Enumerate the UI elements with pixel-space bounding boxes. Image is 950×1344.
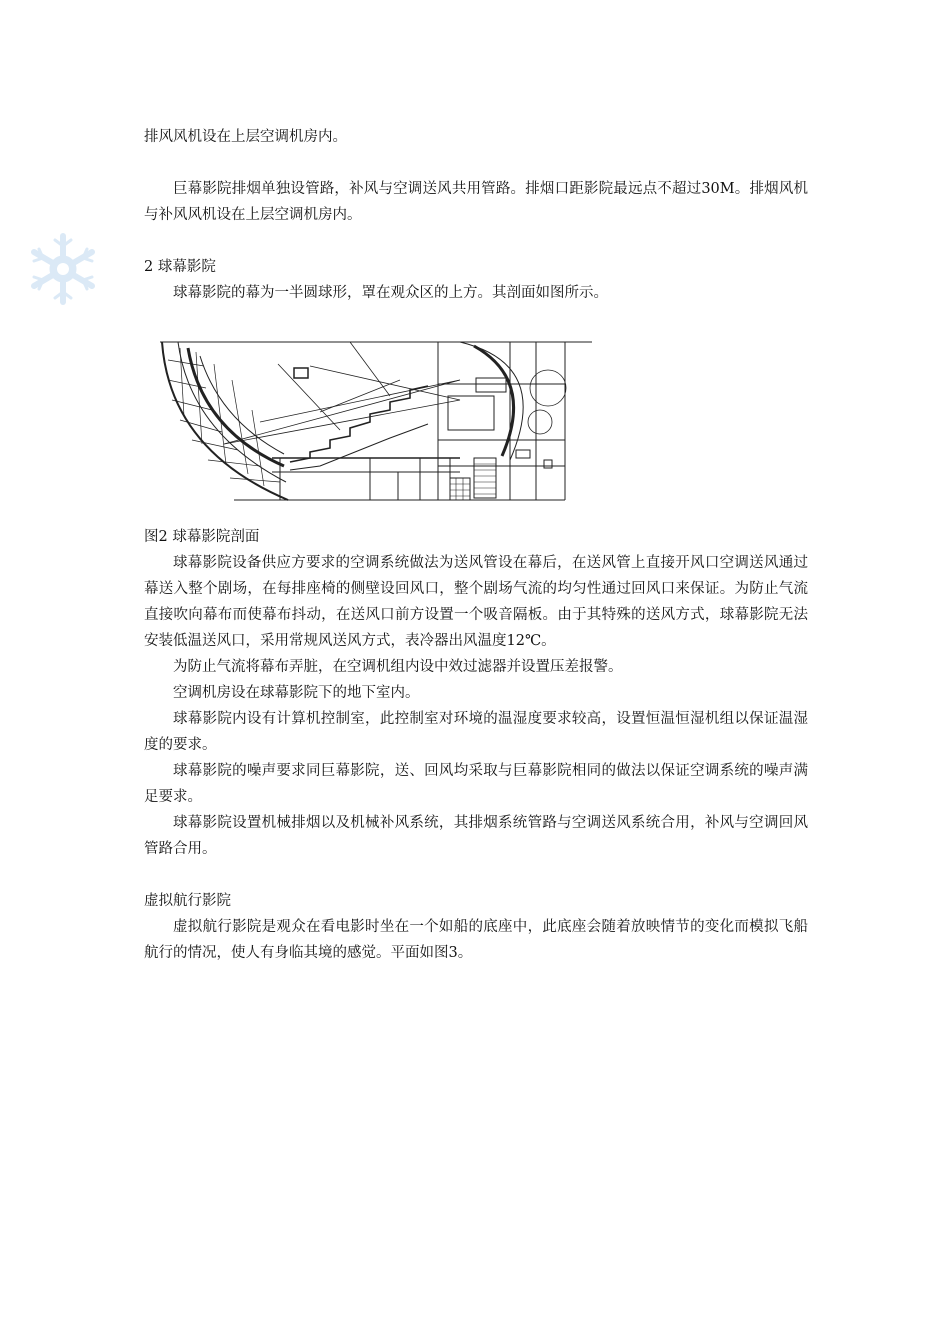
paragraph-1: 排风风机设在上层空调机房内。 <box>144 129 347 145</box>
paragraph-2: 巨幕影院排烟单独设管路，补风与空调送风共用管路。排烟口距影院最远点不超过30M。排烟风机与补风风机设在上层空调机房内。 <box>144 181 808 223</box>
snowflake-watermark-icon <box>26 232 100 306</box>
paragraph-3: 球幕影院的幕为一半圆球形，罩在观众区的上方。其剖面如图所示。 <box>173 285 608 301</box>
text-block-top <box>144 124 808 306</box>
paragraph-7: 球幕影院内设有计算机控制室，此控制室对环境的温湿度要求较高，设置恒温恒湿机组以保证温湿度的要求。 <box>144 711 808 753</box>
figure-caption: 图2 球幕影院剖面 <box>144 529 260 545</box>
section-heading-dome-cinema: 2 球幕影院 <box>144 259 216 275</box>
paragraph-4: 球幕影院设备供应方要求的空调系统做法为送风管设在幕后，在送风管上直接开风口空调送风通过幕送入整个剧场，在每排座椅的侧壁设回风口，整个剧场气流的均匀性通过回风口来保证。为防止气流直接吹向幕布而使幕布抖动，在送风口前方设置一个吸音隔板。由于其特殊的送风方式，球幕影院无法安装低温送风口，采用常规风送风方式，表冷器出风温度12℃。 <box>144 555 808 649</box>
dome-cinema-section-drawing <box>160 340 592 504</box>
paragraph-8: 球幕影院的噪声要求同巨幕影院，送、回风均采取与巨幕影院相同的做法以保证空调系统的噪声满足要求。 <box>144 763 808 805</box>
paragraph-10: 虚拟航行影院是观众在看电影时坐在一个如船的底座中，此底座会随着放映情节的变化而模拟飞船航行的情况，使人有身临其境的感觉。平面如图3。 <box>144 919 808 961</box>
paragraph-5: 为防止气流将幕布弄脏，在空调机组内设中效过滤器并设置压差报警。 <box>173 659 623 675</box>
paragraph-6: 空调机房设在球幕影院下的地下室内。 <box>173 685 420 701</box>
section-heading-virtual-voyage: 虚拟航行影院 <box>144 893 231 909</box>
paragraph-9: 球幕影院设置机械排烟以及机械补风系统，其排烟系统管路与空调送风系统合用，补风与空调回风管路合用。 <box>144 815 808 857</box>
text-block-bottom <box>144 524 808 966</box>
